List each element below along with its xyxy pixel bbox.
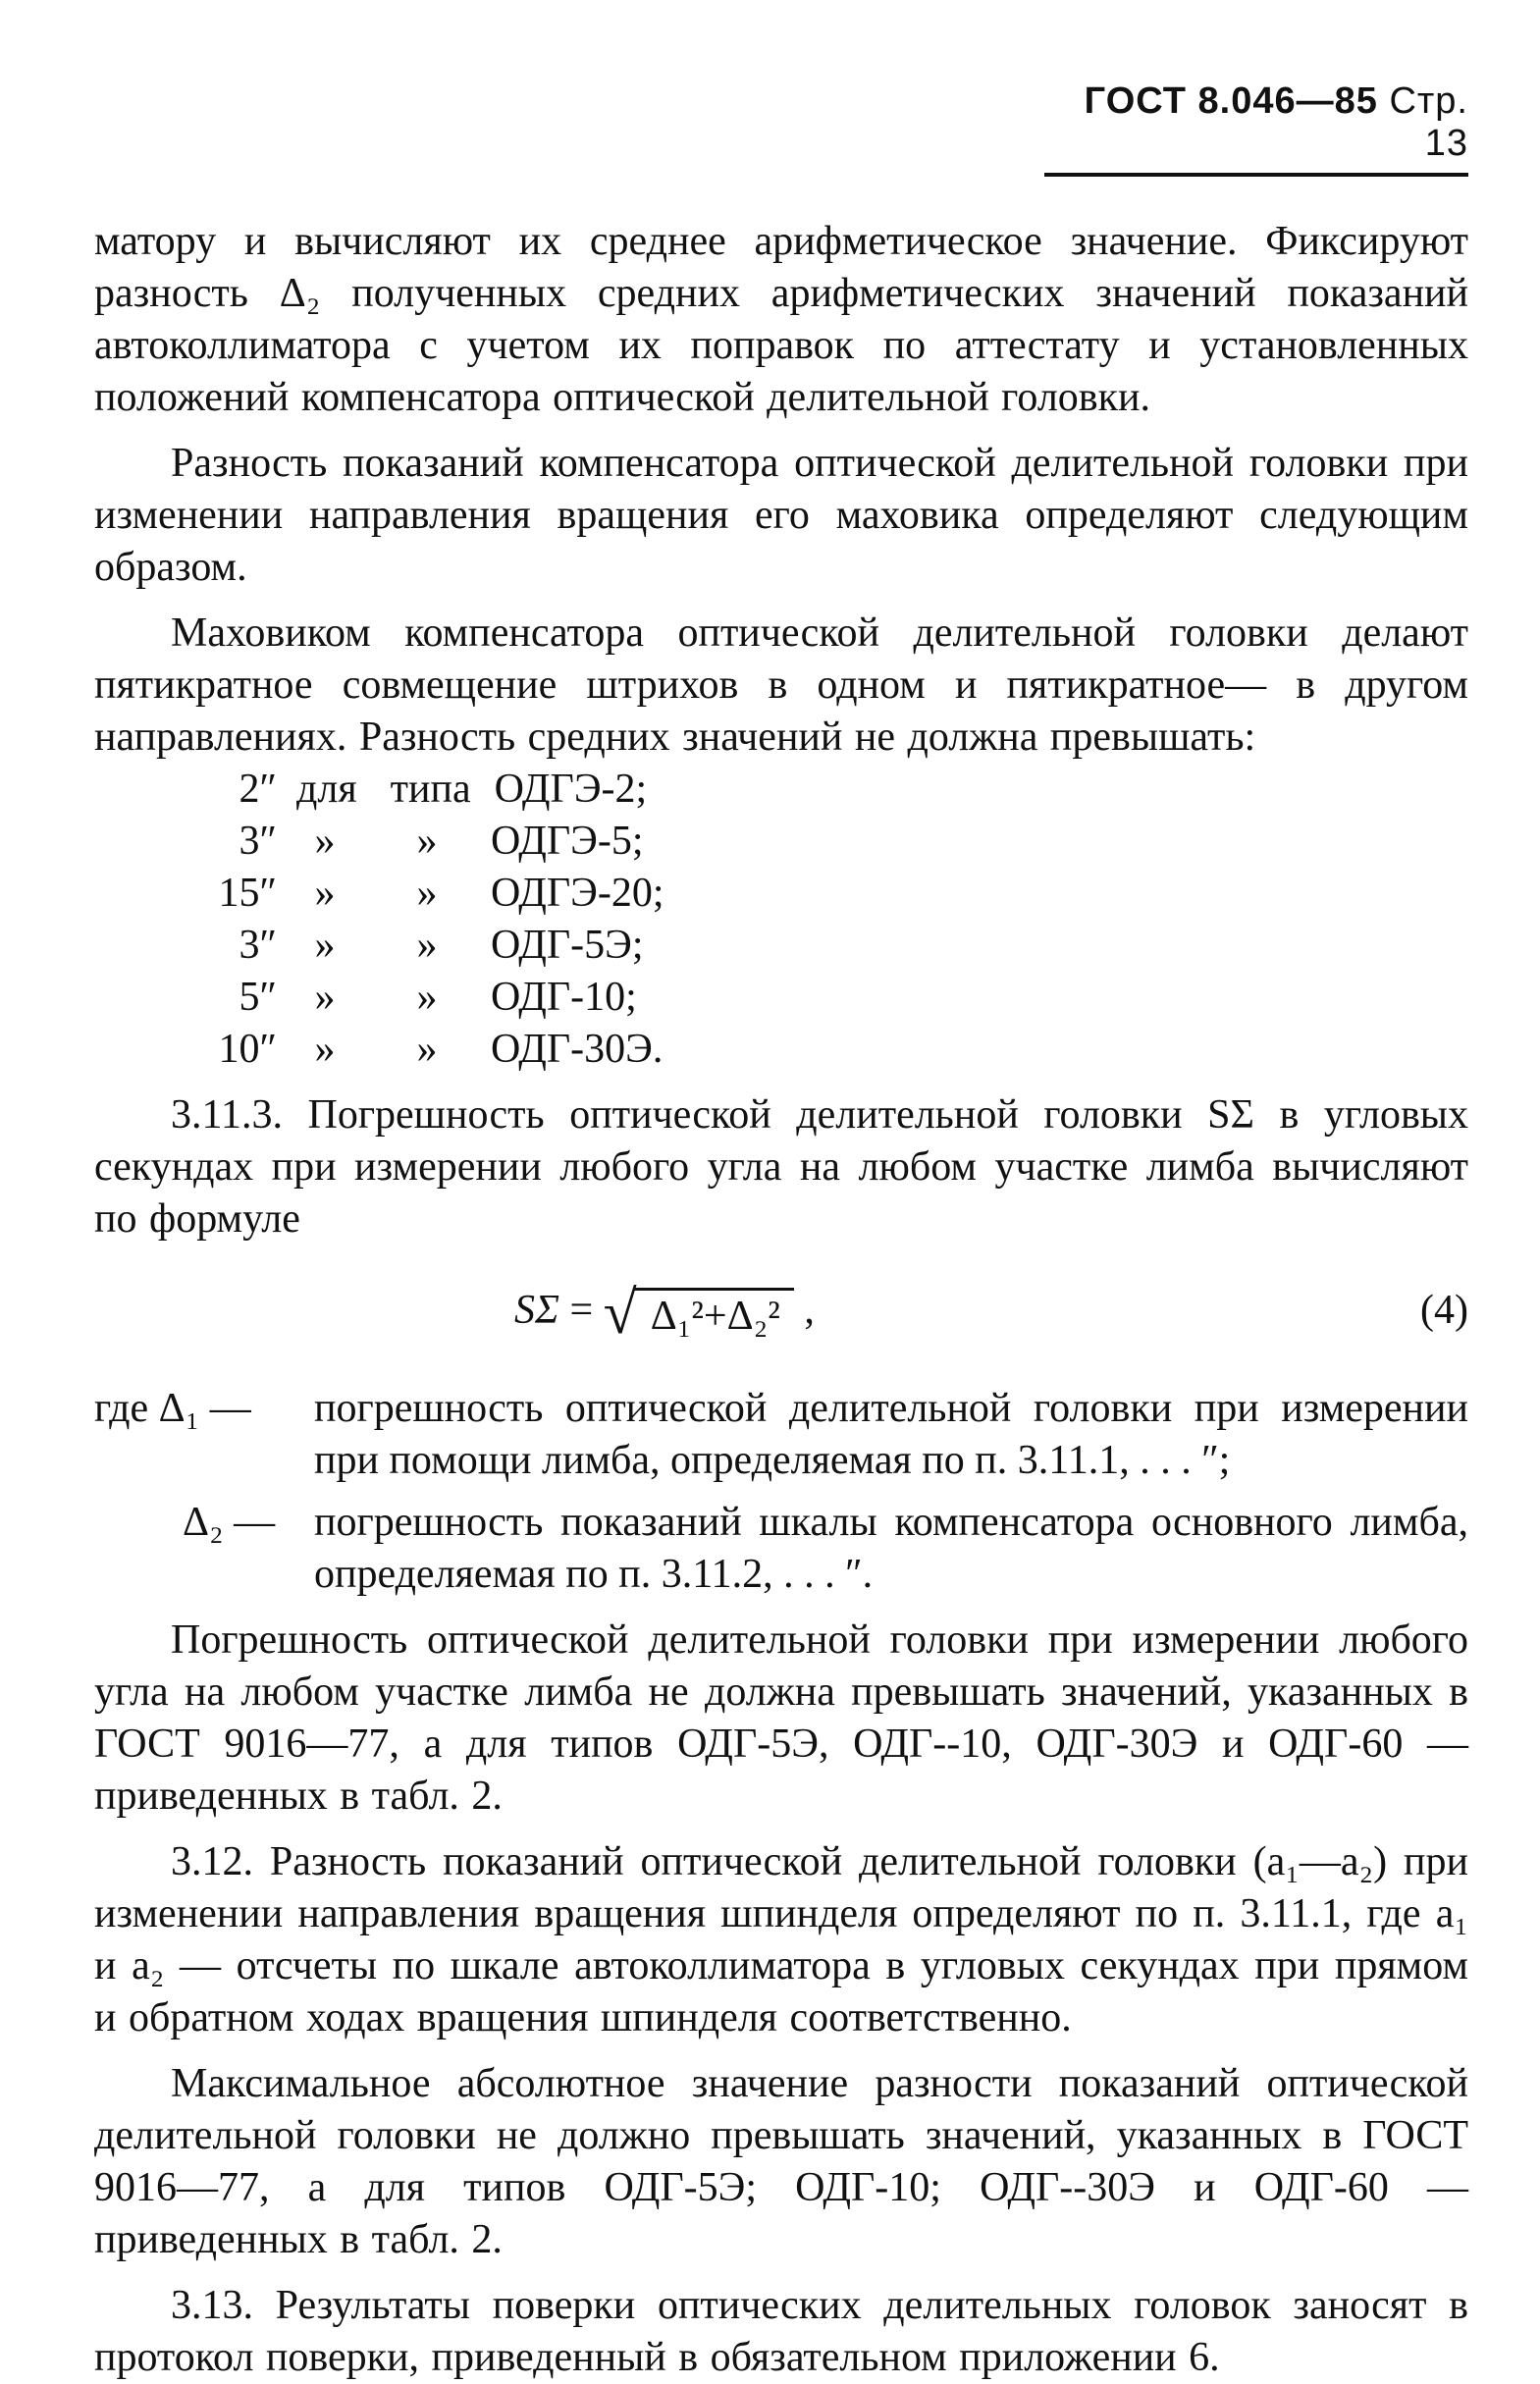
formula-number: (4): [1420, 1288, 1468, 1333]
document-page: [94, 80, 1468, 2384]
ditto-mark: »: [416, 923, 438, 968]
formula-radicand: Δ₁²+Δ₂²: [633, 1288, 794, 1340]
limit-type: ОДГЭ-2;: [494, 767, 648, 812]
ditto-mark: »: [314, 923, 336, 968]
limit-value: 5″: [239, 975, 277, 1020]
ditto-mark: »: [314, 819, 336, 864]
limits-list: [161, 764, 1468, 1076]
ditto-mark: »: [416, 819, 438, 864]
paragraph-7: Максимальное абсолютное значение разности показаний оптической делительной головки не должно превышать значений, указанных в ГОСТ 9016—77, а для типов ОДГ-5Э; ОДГ-10; ОДГ--30Э и ОДГ-60 — приведенных в табл. 2.: [94, 2061, 1468, 2262]
page-header: [1044, 80, 1468, 177]
formula-equals: =: [569, 1288, 594, 1334]
limit-type: ОДГЭ-5;: [491, 819, 644, 864]
ditto-mark: »: [416, 975, 438, 1020]
limit-value: 15″: [218, 871, 277, 916]
limit-word: типа: [390, 767, 471, 812]
paragraph-8: 3.13. Результаты поверки оптических делительных головок заносят в протокол поверки, приведенный в обязательном приложении 6.: [94, 2283, 1468, 2380]
sqrt-icon: √: [603, 1280, 637, 1347]
ditto-mark: »: [416, 871, 438, 916]
limit-word: для: [296, 767, 357, 812]
formula-comma: ,: [804, 1288, 815, 1334]
limits-row: [161, 868, 1468, 920]
limit-type: ОДГ-5Э;: [491, 923, 644, 968]
definition-text: погрешность показаний шкалы компенсатора основного лимба, определяемая по п. 3.11.2, . . . ″.: [314, 1500, 1468, 1597]
definition-item: [94, 1497, 1468, 1601]
limit-value: 3″: [239, 923, 277, 968]
ditto-mark: »: [314, 871, 336, 916]
header-page-number: Стр. 13: [1389, 80, 1468, 164]
limits-row: [161, 972, 1468, 1024]
limits-row: [161, 920, 1468, 972]
paragraph-3: Маховиком компенсатора оптической делительной головки делают пятикратное совмещение штрихов в одном и пятикратное— в другом направлениях. Разность средних значений не должна превышать:: [94, 610, 1468, 760]
limit-type: ОДГЭ-20;: [491, 871, 664, 916]
definition-text: погрешность оптической делительной головки при измерении при помощи лимба, определяемая по п. 3.11.1, . . . ″;: [314, 1386, 1468, 1483]
paragraph-4: 3.11.3. Погрешность оптической делительной головки SΣ в угловых секундах при измерении любого угла на любом участке лимба вычисляют по формуле: [94, 1092, 1468, 1242]
definition-item: [94, 1383, 1468, 1487]
limit-value: 10″: [218, 1027, 277, 1072]
ditto-mark: »: [416, 1027, 438, 1072]
ditto-mark: »: [314, 1027, 336, 1072]
limits-row: [161, 1024, 1468, 1076]
limit-value: 2″: [239, 767, 277, 812]
ditto-mark: »: [314, 975, 336, 1020]
formula-expression: [514, 1279, 815, 1349]
header-doc-number: ГОСТ 8.046—85: [1084, 80, 1378, 122]
formula-4: [94, 1261, 1468, 1367]
definition-symbol: где Δ₁ —: [94, 1386, 251, 1431]
paragraph-5: Погрешность оптической делительной головки при измерении любого угла на любом участке лимба не должна превышать значений, указанных в ГОСТ 9016—77, а для типов ОДГ-5Э, ОДГ--10, ОДГ-30Э и ОДГ-60 — приведенных в табл. 2.: [94, 1617, 1468, 1819]
limits-row: [161, 816, 1468, 868]
paragraph-1: матору и вычисляют их среднее арифметическое значение. Фиксируют разность Δ₂ полученных средних арифметических значений показаний автоколлиматора с учетом их поправок по аттестату и установленных положений компенсатора оптической делительной головки.: [94, 219, 1468, 420]
formula-lhs: SΣ: [514, 1288, 559, 1334]
paragraph-6: 3.12. Разность показаний оптической делительной головки (a₁—a₂) при изменении направления вращения шпинделя определяют по п. 3.11.1, где a₁ и a₂ — отсчеты по шкале автоколлиматора в угловых секундах при прямом и обратном ходах вращения шпинделя соответственно.: [94, 1839, 1468, 2040]
definition-symbol: Δ₂ —: [183, 1500, 276, 1545]
limit-value: 3″: [239, 819, 277, 864]
paragraph-2: Разность показаний компенсатора оптической делительной головки при изменении направления вращения его маховика определяют следующим образом.: [94, 441, 1468, 590]
limit-type: ОДГ-10;: [491, 975, 637, 1020]
limit-type: ОДГ-30Э.: [491, 1027, 664, 1072]
limits-row: [161, 764, 1468, 816]
